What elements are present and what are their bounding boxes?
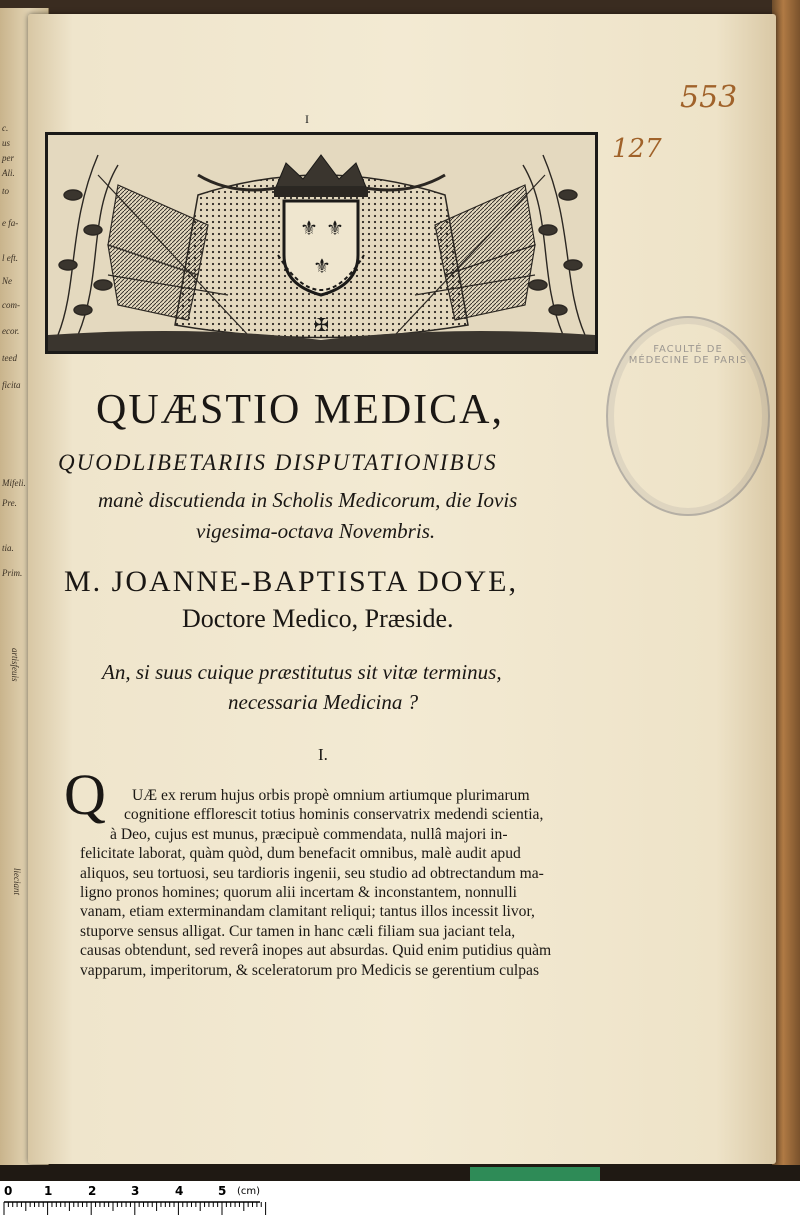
coat-of-arms-illustration <box>48 135 595 351</box>
ruler-label: 3 <box>131 1184 140 1198</box>
svg-text:✠: ✠ <box>314 315 330 336</box>
body-line: aliquos, seu tortuosi, seu tardioris ingenii, seu studio ad obtrectandum ma- <box>80 864 544 882</box>
book-cover-bottom <box>0 1165 800 1181</box>
ruler-unit: (cm) <box>237 1186 261 1197</box>
library-stamp <box>606 316 770 516</box>
book-edge-right <box>772 0 800 1180</box>
left-fragment: teed <box>2 353 17 363</box>
ruler-label: 1 <box>44 1184 53 1198</box>
left-fragment: ficita <box>2 380 21 390</box>
svg-text:⚜: ⚜ <box>313 254 331 278</box>
left-fragment: artisfeuis <box>10 648 20 682</box>
left-fragment: Pre. <box>2 498 17 508</box>
left-fragment: to <box>2 186 10 196</box>
left-fragment: per <box>2 153 14 163</box>
ruler-label: 0 <box>4 1184 13 1198</box>
left-fragment: com- <box>2 300 20 310</box>
body-line: felicitate laborat, quàm quòd, dum benefacit omnibus, malè audit apud <box>80 845 521 863</box>
body-line: cognitione efflorescit totius hominis conservatrix medendi scientia, <box>124 806 544 824</box>
ruler-label: 5 <box>218 1184 227 1198</box>
stamp-text: FACULTÉ DE MÉDECINE DE PARIS <box>628 344 748 366</box>
section-numeral: I. <box>318 745 328 764</box>
left-fragment: Ne <box>2 276 12 286</box>
handwritten-catalog-number: 127 <box>612 134 662 164</box>
left-fragment: lieciant <box>12 868 22 895</box>
thesis-question-line-1: An, si suus cuique præstitutus sit vitæ terminus, <box>102 660 502 684</box>
subtitle-line-3: vigesima-octava Novembris. <box>196 519 436 543</box>
praeses-name: M. JOANNE-BAPTISTA DOYE, <box>64 565 518 598</box>
subtitle-line-1: QUODLIBETARIIS DISPUTATIONIBUS <box>58 450 498 475</box>
body-paragraph <box>80 786 612 980</box>
body-line: vapparum, imperitorum, & sceleratorum pro Medicis se gerentium culpas <box>80 961 540 979</box>
body-line: stuporve sensus alligat. Cur tamen in hanc cæli filiam sua jaciant tela, <box>80 922 516 940</box>
svg-text:⚜: ⚜ <box>300 216 318 240</box>
green-bookmark <box>470 1167 600 1181</box>
ruler-label: 2 <box>88 1184 97 1198</box>
subtitle-line-2: manè discutienda in Scholis Medicorum, die Iovis <box>98 488 518 512</box>
left-fragment: ecor. <box>2 326 20 336</box>
left-fragment: tia. <box>2 543 14 553</box>
left-fragment: l eft. <box>2 253 18 263</box>
body-line: ligno pronos homines; quorum alii incertam & inconstantem, nonnulli <box>80 884 517 902</box>
left-fragment: Ali. <box>2 168 15 178</box>
body-line: vanam, etiam exterminandam clamitant reliqui; tantus illos incessit livor, <box>80 903 535 921</box>
body-line: à Deo, cujus est munus, præcipuè commendata, nullâ majori in- <box>110 825 508 843</box>
ruler-ticks <box>0 1201 800 1221</box>
praeses-role: Doctore Medico, Præside. <box>182 604 454 633</box>
royal-arms-woodcut <box>45 132 598 354</box>
drop-cap: Q <box>64 762 106 827</box>
body-line: UÆ ex rerum hujus orbis propè omnium artiumque plurimarum <box>132 787 530 804</box>
shield-icon <box>284 201 358 295</box>
handwritten-folio-number: 553 <box>680 80 738 115</box>
svg-text:⚜: ⚜ <box>326 216 344 240</box>
left-fragment: e fa- <box>2 218 19 228</box>
left-fragment: c. <box>2 123 9 133</box>
thesis-question-line-2: necessaria Medicina ? <box>228 690 419 714</box>
ruler-label: 4 <box>175 1184 184 1198</box>
body-line: causas obtendunt, sed reverâ inopes aut absurdas. Quid enim putidius quàm <box>80 942 552 960</box>
left-fragment: Mifeli. <box>2 478 26 488</box>
page-title: QUÆSTIO MEDICA, <box>96 387 504 433</box>
left-fragment: us <box>2 138 11 148</box>
left-fragment: Prim. <box>2 568 23 578</box>
scale-ruler <box>0 1181 800 1221</box>
signature-marker: I <box>305 112 309 126</box>
